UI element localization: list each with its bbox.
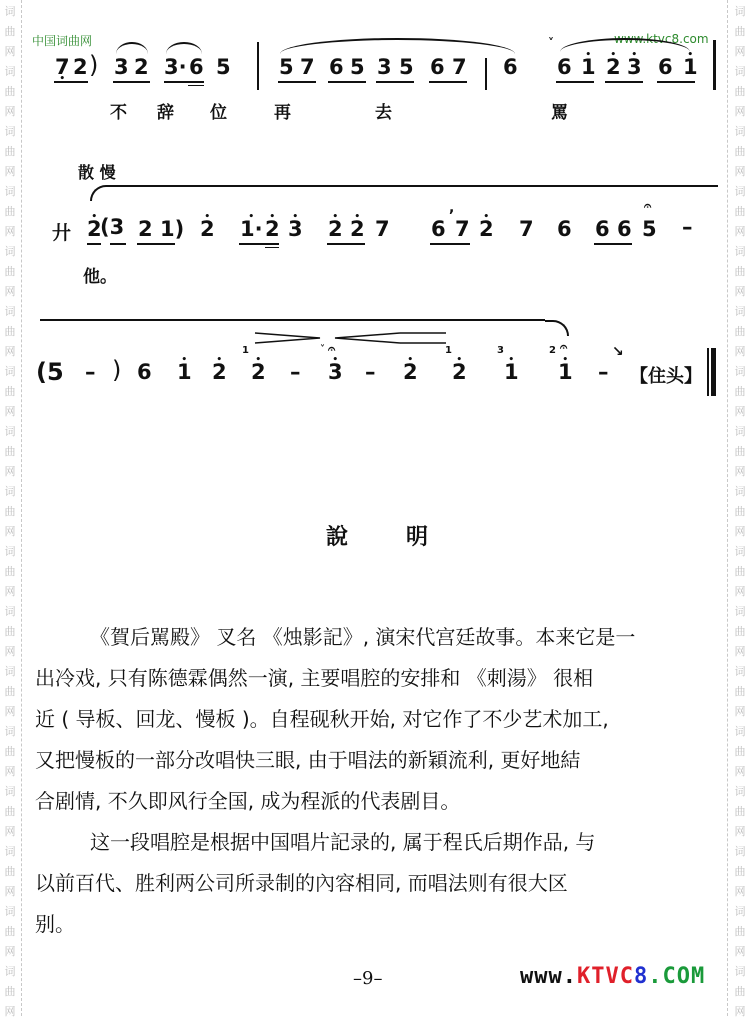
logo-part: www. bbox=[520, 964, 577, 989]
note: • 2 bbox=[200, 217, 215, 241]
watermark-char: 曲 bbox=[4, 505, 16, 518]
watermark-char: 词 bbox=[4, 905, 16, 918]
lyric: 再 bbox=[274, 103, 291, 123]
underline bbox=[188, 85, 204, 86]
watermark-char: 词 bbox=[734, 725, 746, 738]
watermark-char: 词 bbox=[4, 65, 16, 78]
watermark-char: 网 bbox=[734, 885, 746, 898]
note: • 2 bbox=[606, 55, 621, 79]
logo-part: KTVC bbox=[576, 964, 634, 989]
note: 6 bbox=[503, 55, 518, 79]
lyric: 去 bbox=[375, 103, 392, 123]
note: 2 bbox=[73, 55, 88, 79]
underline bbox=[556, 81, 594, 83]
note: 5 bbox=[350, 55, 365, 79]
slur bbox=[116, 42, 148, 54]
note: 6 bbox=[329, 55, 344, 79]
phrase-hook bbox=[90, 185, 116, 201]
watermark-char: 曲 bbox=[4, 205, 16, 218]
watermark-char: 曲 bbox=[734, 265, 746, 278]
note: • 2 bbox=[212, 360, 227, 384]
watermark-char: 网 bbox=[4, 45, 16, 58]
watermark-char: 曲 bbox=[734, 685, 746, 698]
dash: – bbox=[85, 360, 96, 384]
note: • 2 bbox=[265, 217, 280, 241]
dash: – bbox=[682, 215, 693, 239]
note: 6 bbox=[557, 55, 572, 79]
explanation-paragraph-2 bbox=[35, 822, 730, 945]
watermark-char: 词 bbox=[734, 425, 746, 438]
logo-part: .COM bbox=[648, 964, 706, 989]
watermark-char: 网 bbox=[734, 285, 746, 298]
watermark-char: 词 bbox=[734, 245, 746, 258]
watermark-char: 词 bbox=[4, 665, 16, 678]
note: (5 bbox=[36, 358, 64, 386]
underline bbox=[327, 243, 365, 245]
watermark-char: 词 bbox=[4, 365, 16, 378]
watermark-char: 词 bbox=[734, 65, 746, 78]
text-line: 《賀后駡殿》 叉名 《烛影記》, 演宋代宫廷故事。本来它是一 bbox=[90, 625, 636, 649]
underline bbox=[239, 243, 279, 245]
phrase-line bbox=[110, 185, 718, 187]
watermark-char: 曲 bbox=[734, 205, 746, 218]
watermark-char: 网 bbox=[734, 405, 746, 418]
lyric: 位 bbox=[210, 103, 227, 123]
watermark-char: 词 bbox=[4, 185, 16, 198]
watermark-char: 曲 bbox=[4, 805, 16, 818]
arrow-icon: ↘ bbox=[612, 344, 624, 360]
watermark-char: 曲 bbox=[734, 805, 746, 818]
watermark-char: 网 bbox=[4, 525, 16, 538]
watermark-char: 网 bbox=[734, 165, 746, 178]
watermark-char: 词 bbox=[4, 605, 16, 618]
watermark-char: 网 bbox=[4, 405, 16, 418]
dash: – bbox=[365, 360, 376, 384]
note: 2 bbox=[138, 217, 153, 241]
note: 7 bbox=[300, 55, 315, 79]
watermark-char: 曲 bbox=[734, 445, 746, 458]
watermark-char: 曲 bbox=[734, 325, 746, 338]
watermark-char: 词 bbox=[4, 965, 16, 978]
note: 3 bbox=[377, 55, 392, 79]
note: • 1· bbox=[240, 217, 263, 241]
watermark-char: 网 bbox=[734, 585, 746, 598]
note: 7 bbox=[519, 217, 534, 241]
note: 7 • bbox=[55, 55, 70, 79]
text-line: 以前百代、胜利两公司所录制的內容相同, 而唱法则有很大区 bbox=[35, 871, 568, 895]
underline bbox=[110, 243, 126, 245]
explanation-paragraph-1 bbox=[35, 617, 730, 822]
watermark-char: 网 bbox=[734, 645, 746, 658]
watermark-char: 词 bbox=[4, 545, 16, 558]
slur bbox=[166, 42, 202, 54]
watermark-char: 词 bbox=[734, 305, 746, 318]
watermark-char: 曲 bbox=[734, 25, 746, 38]
note: 6 bbox=[431, 217, 446, 241]
watermark-char: 网 bbox=[4, 885, 16, 898]
page-number: –9– bbox=[353, 968, 383, 989]
note: • 2 bbox=[479, 217, 494, 241]
watermark-char: 曲 bbox=[4, 985, 16, 998]
underline bbox=[87, 243, 101, 245]
watermark-char: 曲 bbox=[4, 625, 16, 638]
watermark-char: 词 bbox=[4, 425, 16, 438]
note: 3· bbox=[164, 55, 187, 79]
watermark-char: 曲 bbox=[4, 445, 16, 458]
dash: – bbox=[290, 360, 301, 384]
watermark-char: 网 bbox=[734, 465, 746, 478]
right-watermark-column bbox=[730, 0, 750, 1016]
hairpin-dynamics bbox=[250, 330, 450, 350]
underline bbox=[594, 243, 632, 245]
left-watermark-column bbox=[0, 0, 20, 1016]
underline bbox=[265, 247, 279, 248]
note: 5 bbox=[279, 55, 294, 79]
watermark-char: 网 bbox=[4, 165, 16, 178]
watermark-char: 网 bbox=[4, 465, 16, 478]
watermark-char: 网 bbox=[4, 825, 16, 838]
note: • 2 bbox=[350, 217, 365, 241]
note: • 3 bbox=[288, 217, 303, 241]
grace-note: 3 bbox=[497, 345, 504, 356]
watermark-char: 曲 bbox=[734, 925, 746, 938]
watermark-char: 网 bbox=[4, 645, 16, 658]
text-line: 又把慢板的一部分改唱快三眼, 由于唱法的新穎流利, 更好地結 bbox=[35, 748, 581, 772]
note: • 1 bbox=[504, 360, 519, 384]
lyric: 辞 bbox=[157, 103, 174, 123]
note: 6 bbox=[595, 217, 610, 241]
watermark-char: 网 bbox=[4, 285, 16, 298]
watermark-char: 词 bbox=[734, 965, 746, 978]
watermark-char: 网 bbox=[734, 945, 746, 958]
watermark-char: 词 bbox=[4, 125, 16, 138]
bar-line bbox=[485, 58, 487, 90]
underline bbox=[113, 81, 150, 83]
watermark-char: 网 bbox=[734, 705, 746, 718]
note: 7 bbox=[375, 217, 390, 241]
site-url-watermark: www.ktvc8.com bbox=[614, 32, 709, 46]
watermark-char: 曲 bbox=[4, 565, 16, 578]
note: 6 bbox=[658, 55, 673, 79]
watermark-char: 网 bbox=[4, 1005, 16, 1018]
logo-part: 8 bbox=[633, 964, 649, 989]
ending-marker: 【住头】 bbox=[630, 366, 702, 387]
watermark-char: 曲 bbox=[734, 385, 746, 398]
note: • 1 bbox=[177, 360, 192, 384]
note: 6 bbox=[617, 217, 632, 241]
watermark-char: 网 bbox=[734, 345, 746, 358]
watermark-char: 网 bbox=[4, 705, 16, 718]
note: 7 bbox=[455, 217, 470, 241]
note: • 2 bbox=[403, 360, 418, 384]
dash: – bbox=[598, 360, 609, 384]
paren: ) bbox=[112, 356, 122, 384]
note: • 1 bbox=[683, 55, 698, 79]
fermata-icon: 𝄐 bbox=[328, 342, 336, 357]
text-line: 出冷戏, 只有陈德霖偶然一演, 主要唱腔的安排和 《刺湯》 很相 bbox=[35, 666, 594, 690]
note: 2 bbox=[134, 55, 149, 79]
watermark-char: 网 bbox=[4, 585, 16, 598]
watermark-char: 曲 bbox=[4, 865, 16, 878]
note: • 2 bbox=[87, 217, 102, 241]
prefix-symbol: 廾 bbox=[52, 222, 72, 244]
watermark-char: 曲 bbox=[734, 565, 746, 578]
watermark-char: 词 bbox=[4, 305, 16, 318]
bar-line bbox=[713, 40, 716, 90]
watermark-char: 词 bbox=[4, 245, 16, 258]
watermark-char: 曲 bbox=[734, 145, 746, 158]
watermark-char: 词 bbox=[734, 545, 746, 558]
watermark-char: 词 bbox=[734, 485, 746, 498]
watermark-char: 网 bbox=[4, 105, 16, 118]
site-name-watermark: 中国词曲网 bbox=[32, 34, 93, 48]
note: • 1 bbox=[558, 360, 573, 384]
grace-note: 1 bbox=[242, 345, 249, 356]
watermark-char: 曲 bbox=[4, 25, 16, 38]
watermark-char: 词 bbox=[4, 485, 16, 498]
watermark-char: 曲 bbox=[734, 625, 746, 638]
watermark-char: 曲 bbox=[734, 745, 746, 758]
lyric: 他。 bbox=[83, 267, 117, 287]
note: 6 bbox=[557, 217, 572, 241]
note: • 1 bbox=[581, 55, 596, 79]
fermata-icon: 𝄐 bbox=[560, 340, 568, 355]
note: 7 bbox=[452, 55, 467, 79]
note: • 3 bbox=[627, 55, 642, 79]
paren: ) bbox=[89, 51, 99, 79]
underline bbox=[328, 81, 366, 83]
watermark-char: 曲 bbox=[4, 145, 16, 158]
watermark-char: 曲 bbox=[4, 685, 16, 698]
note: 5 bbox=[399, 55, 414, 79]
text-line: 这一段唱腔是根据中国唱片記录的, 属于程氏后期作品, 与 bbox=[90, 830, 596, 854]
section-title-right: 明 bbox=[406, 525, 429, 550]
watermark-char: 曲 bbox=[4, 745, 16, 758]
watermark-char: 词 bbox=[4, 5, 16, 18]
note: 6 bbox=[189, 55, 204, 79]
watermark-char: 曲 bbox=[734, 505, 746, 518]
note: (3 bbox=[100, 215, 125, 239]
grace-note: 2 bbox=[549, 345, 556, 356]
note: 1) bbox=[160, 217, 185, 241]
note: • 3 bbox=[328, 360, 343, 384]
tempo-marking: 散 慢 bbox=[78, 163, 116, 182]
note: 5 bbox=[642, 217, 657, 241]
final-bar-thick bbox=[711, 348, 716, 396]
breath-mark: , bbox=[449, 200, 455, 216]
watermark-char: 网 bbox=[734, 765, 746, 778]
left-margin-dashed-line bbox=[21, 0, 22, 1016]
watermark-char: 网 bbox=[734, 225, 746, 238]
breath-mark: ˅ bbox=[548, 36, 554, 50]
watermark-char: 词 bbox=[734, 605, 746, 618]
watermark-char: 曲 bbox=[4, 325, 16, 338]
watermark-char: 词 bbox=[4, 845, 16, 858]
watermark-char: 网 bbox=[4, 345, 16, 358]
lyric: 不 bbox=[110, 103, 127, 123]
watermark-char: 词 bbox=[4, 785, 16, 798]
watermark-char: 词 bbox=[734, 5, 746, 18]
watermark-char: 词 bbox=[734, 665, 746, 678]
watermark-char: 网 bbox=[4, 945, 16, 958]
underline bbox=[278, 81, 316, 83]
watermark-char: 曲 bbox=[734, 865, 746, 878]
underline bbox=[54, 81, 88, 83]
section-title-left: 說 bbox=[326, 525, 349, 550]
slur bbox=[280, 38, 515, 54]
watermark-char: 词 bbox=[734, 185, 746, 198]
text-line: 别。 bbox=[35, 912, 75, 936]
watermark-char: 网 bbox=[734, 525, 746, 538]
breath-mark: ˅ bbox=[320, 344, 325, 355]
note: 6 bbox=[430, 55, 445, 79]
watermark-char: 网 bbox=[734, 45, 746, 58]
underline bbox=[657, 81, 695, 83]
watermark-char: 曲 bbox=[734, 985, 746, 998]
note: 5 bbox=[216, 55, 231, 79]
watermark-char: 曲 bbox=[4, 385, 16, 398]
underline bbox=[376, 81, 414, 83]
note: 3 bbox=[114, 55, 129, 79]
grace-note: 1 bbox=[445, 345, 452, 356]
watermark-char: 网 bbox=[734, 825, 746, 838]
note: • 2 bbox=[452, 360, 467, 384]
note: • 2 bbox=[251, 360, 266, 384]
watermark-char: 词 bbox=[734, 845, 746, 858]
underline bbox=[137, 243, 175, 245]
underline bbox=[430, 243, 470, 245]
phrase-line bbox=[40, 319, 545, 321]
watermark-char: 词 bbox=[734, 125, 746, 138]
text-line: 近 ( 导板、回龙、慢板 )。自程砚秋开始, 对它作了不少艺术加工, bbox=[35, 707, 609, 731]
final-bar-thin bbox=[707, 348, 709, 396]
watermark-char: 词 bbox=[734, 365, 746, 378]
note: • 2 bbox=[328, 217, 343, 241]
watermark-char: 曲 bbox=[4, 925, 16, 938]
watermark-char: 词 bbox=[4, 725, 16, 738]
underline bbox=[605, 81, 643, 83]
phrase-hook bbox=[545, 320, 569, 336]
watermark-char: 曲 bbox=[4, 85, 16, 98]
text-line: 合剧情, 不久即风行全国, 成为程派的代表剧目。 bbox=[35, 789, 461, 813]
fermata-icon: 𝄐 bbox=[644, 199, 652, 214]
watermark-char: 网 bbox=[734, 105, 746, 118]
watermark-char: 词 bbox=[734, 905, 746, 918]
watermark-char: 曲 bbox=[4, 265, 16, 278]
underline bbox=[164, 81, 204, 83]
lyric: 罵 bbox=[551, 103, 568, 123]
site-logo bbox=[520, 964, 705, 989]
watermark-char: 词 bbox=[734, 785, 746, 798]
underline bbox=[429, 81, 467, 83]
watermark-char: 网 bbox=[4, 765, 16, 778]
watermark-char: 网 bbox=[734, 1005, 746, 1018]
watermark-char: 网 bbox=[4, 225, 16, 238]
bar-line bbox=[257, 42, 259, 90]
note: 6 bbox=[137, 360, 152, 384]
watermark-char: 曲 bbox=[734, 85, 746, 98]
